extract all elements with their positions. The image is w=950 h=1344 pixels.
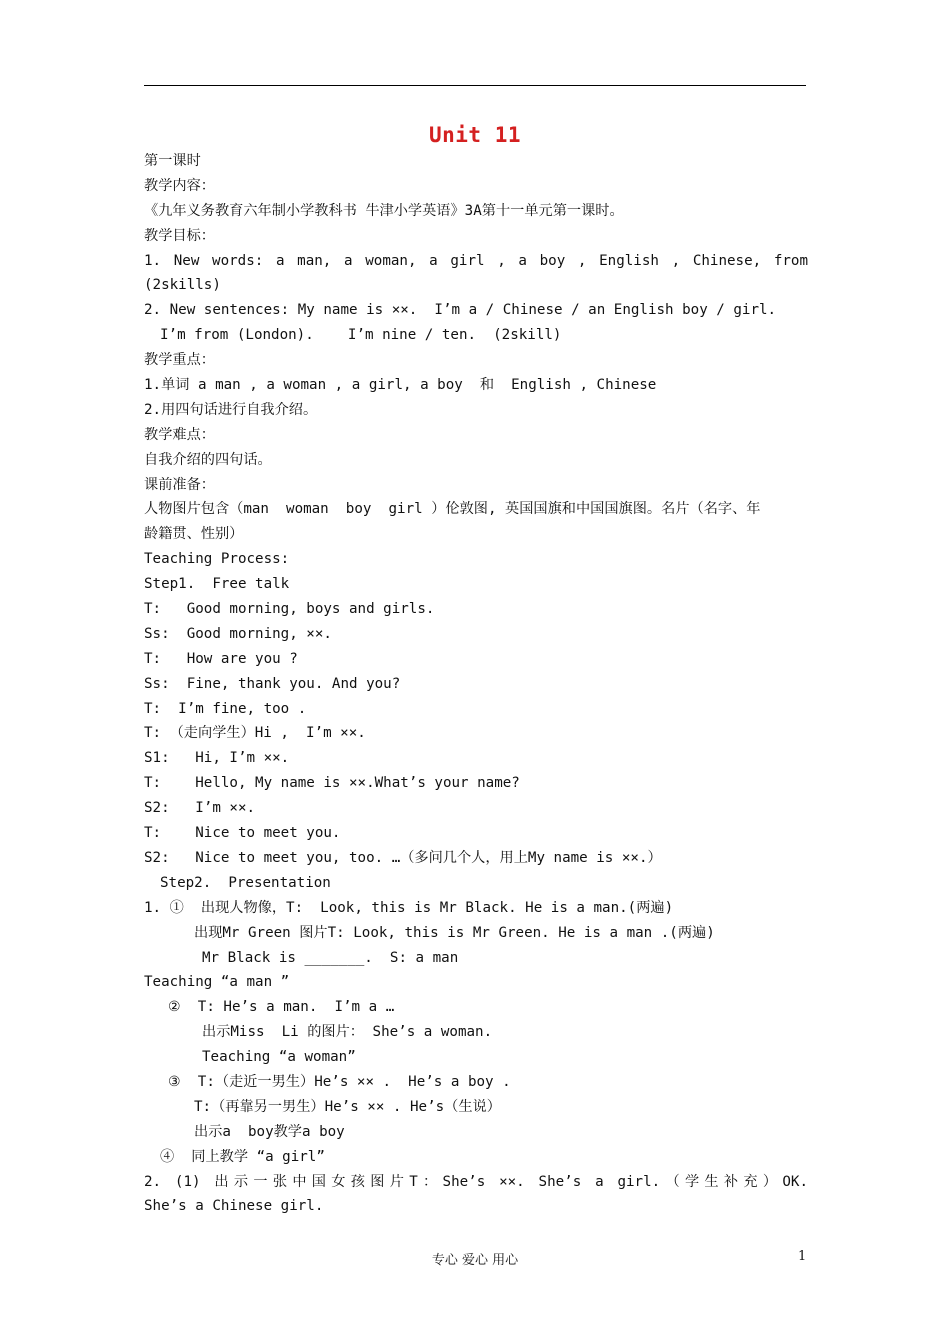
text-line: 1. New words: a man, a woman, a girl , a boy , English , Chinese, from [144,252,808,269]
text-line: Ss: Good morning, ××. [144,625,332,642]
text-line: 2.用四句话进行自我介绍。 [144,401,318,418]
text-line: T:（再靠另一男生）He’s ×× . He’s（生说） [194,1098,501,1115]
text-line: 教学目标： [144,227,215,244]
text-line: Ss: Fine, thank you. And you? [144,675,401,692]
text-line: Mr Black is _______. S: a man [202,949,459,966]
text-line: T: I’m fine, too . [144,700,307,717]
text-line: S2: I’m ××. [144,800,256,817]
text-line: Teaching “a man ” [144,974,290,991]
header-rule [144,85,806,86]
text-line: S2: Nice to meet you, too. …（多问几个人，用上My name is ××.） [144,849,662,866]
text-line: T: Good morning, boys and girls. [144,601,435,618]
text-line: Step1. Free talk [144,576,290,593]
text-line: T: How are you ? [144,650,298,667]
text-line: 教学难点： [144,426,215,443]
text-line: 第一课时 [144,153,201,169]
text-line: Teaching “a woman” [202,1049,356,1066]
text-line: 课前准备： [144,476,215,493]
text-line: 龄籍贯、性别） [144,526,244,543]
text-line: T: Nice to meet you. [144,825,341,842]
text-line: 出现Mr Green 图片T: Look, this is Mr Green. He is a man .(两遍) [194,924,715,941]
text-line: ③ T:（走近一男生）He’s ×× . He’s a boy . [168,1073,511,1090]
text-line: 教学重点： [144,352,215,369]
text-line: 出示a boy教学a boy [194,1123,345,1140]
text-line: Step2. Presentation [160,874,331,891]
text-line: 人物图片包含（man woman boy girl ）伦敦图, 英国国旗和中国国旗图。名片（名字、年 [144,501,761,518]
text-line: 教学内容： [144,177,215,194]
text-line: I’m from (London). I’m nine / ten. (2skill) [160,327,562,344]
text-line: 《九年义务教育六年制小学教科书 牛津小学英语》3A第十一单元第一课时。 [144,202,624,219]
page-footer: 专心 爱心 用心 [431,1253,519,1268]
text-line: ② T: He’s a man. I’m a … [168,999,395,1016]
text-line: (2skills) [144,277,221,294]
text-line: 自我介绍的四句话。 [144,451,272,468]
text-line: S1: Hi, I’m ××. [144,750,290,767]
text-line: T: Hello, My name is ××.What’s your name? [144,775,520,792]
text-line: 出示Miss Li 的图片： She’s a woman. [202,1024,493,1041]
text-line: She’s a Chinese girl. [144,1198,324,1215]
document-title: Unit 11 [428,123,521,147]
text-line: 1.单词 a man , a woman , a girl, a boy 和 English , Chinese [144,377,657,394]
page-number: 1 [798,1249,807,1264]
document-body [144,149,808,1219]
text-line: 1. ① 出现人物像，T: Look, this is Mr Black. He is a man.(两遍) [144,899,674,916]
text-line: 2. New sentences: My name is ××. I’m a / Chinese / an English boy / girl. [144,302,777,319]
text-line: 2. (1) 出示一张中国女孩图片T：She’s ××. She’s a girl.（学生补充）OK. [144,1173,808,1190]
text-line: T: （走向学生）Hi , I’m ××. [144,725,366,742]
text-line: Teaching Process: [144,551,290,568]
text-line: ④ 同上教学 “a girl” [160,1148,325,1165]
